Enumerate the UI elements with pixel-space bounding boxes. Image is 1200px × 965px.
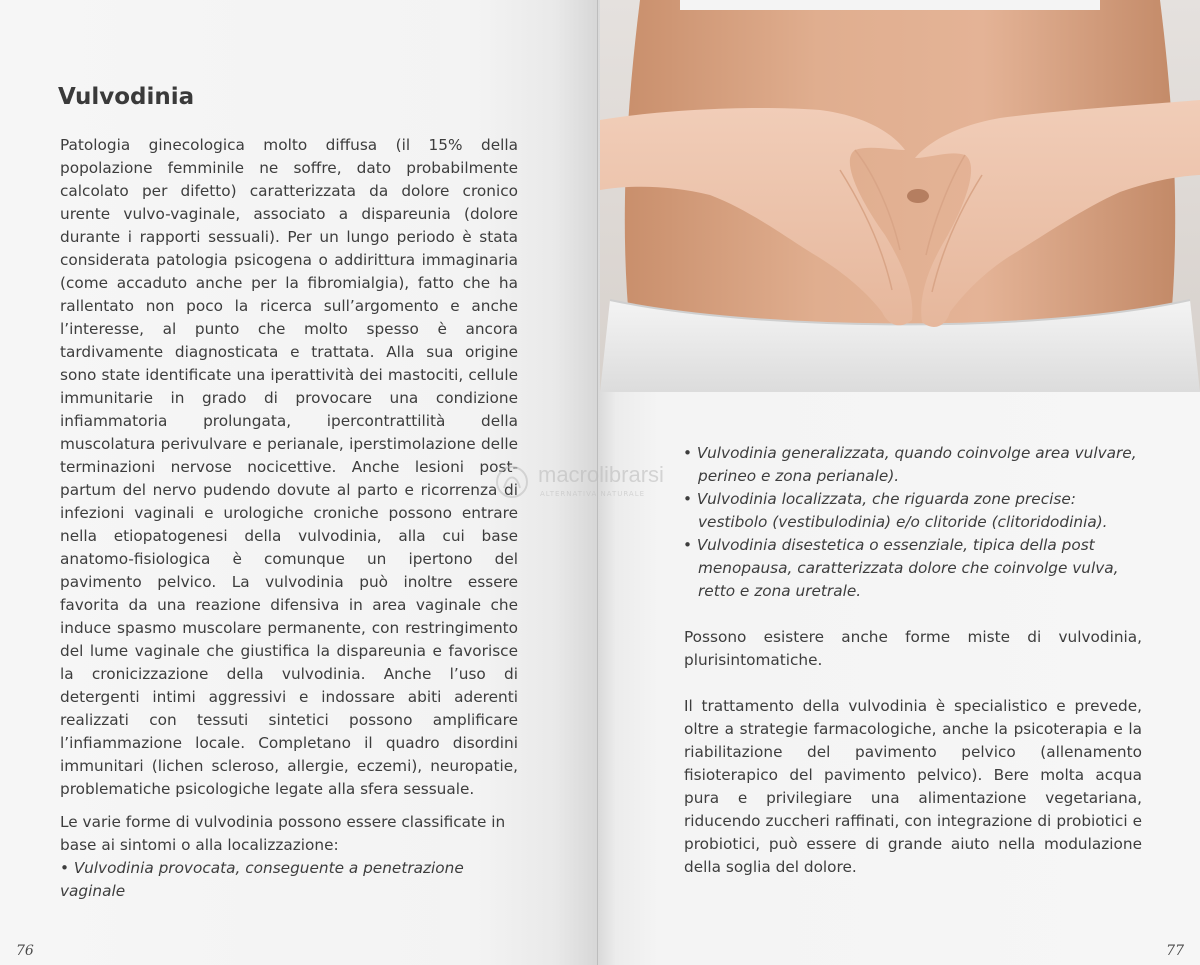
right-paragraph-2: Il trattamento della vulvodinia è specialistico e prevede, oltre a strategie farmacologiche, anche la psicoterapia e la riabilitazione del pavimento pelvico (allenamento fisioterapico del pavimento pelvico). Bere molta acqua pura e privilegiare una alimentazione vegetariana, riducendo zuccheri raffinati, con integrazione di probiotici e probiotici, può essere di grande aiuto nella modulazione della soglia del dolore. — [684, 697, 1142, 876]
right-paragraph-1: Possono esistere anche forme miste di vulvodinia, plurisintomatiche. — [684, 628, 1142, 669]
left-paragraph-2-text: Le varie forme di vulvodinia possono essere classificate in base ai sintomi o alla localizzazione: — [60, 813, 506, 854]
watermark-tagline: ALTERNATIVA NATURALE — [540, 490, 646, 498]
watermark-brand: macrolibrarsi — [538, 462, 664, 487]
page-title: Vulvodinia — [58, 84, 195, 110]
navel-shape — [907, 189, 929, 203]
page-number-right: 77 — [1166, 943, 1184, 959]
page-number-left: 76 — [16, 943, 34, 959]
list-item-provocata: • Vulvodinia provocata, conseguente a penetrazione vaginale — [60, 859, 464, 900]
left-paragraph-1-text: Patologia ginecologica molto diffusa (il 15% della popolazione femminile ne soffre, dato probabilmente calcolato per difetto) caratterizzata da dolore cronico urente vulvo-vaginale, associato a dispareunia (dolore durante i rapporti sessuali). Per un lungo periodo è stata considerata patologia psicogena o addirittura immaginaria (come accaduto anche per la fibromialgia), fatto che ha rallentato non poco la ricerca sull’argomento e anche l’interesse, al punto che molto spesso è ancora tardivamente diagnosticata e trattata. Alla sua origine sono state identificate una iperattività dei mastociti, cellule immunitarie in grado di provocare una condizione infiammatoria prolungata, ipercontrattilità della muscolatura perivulvare e perianale, iperstimolazione delle terminazioni nervose nocicettive. Anche lesioni post-partum del nervo pudendo dovute al parto e ricorrenza di infezioni vaginali e urologiche croniche possono entrare nella etiopatogenesi della vulvodinia, alla cui base anatomo-fisiologica è comunque un ipertono del pavimento pelvico. La vulvodinia può inoltre essere favorita da una reazione difensiva in area vaginale che induce spasmo muscolare permanente, con restringimento del lume vaginale che giustifica la dispareunia e favorisce la cronicizzazione della vulvodinia. Anche l’uso di detergenti intimi aggressivi e indossare abiti aderenti realizzati con tessuti sintetici possono amplificare l’infiammazione locale. Completano il quadro disordini immunitari (lichen scleroso, allergie, eczemi), neuropatie, problematiche psicologiche legate alla sfera sessuale. — [60, 136, 518, 798]
hands-heart-belly-photo — [600, 0, 1200, 392]
list-item-localizzata: • Vulvodinia localizzata, che riguarda zone precise: vestibolo (vestibulodinia) e/o clitoride (clitoridodinia). — [683, 490, 1108, 531]
list-item-generalizzata: • Vulvodinia generalizzata, quando coinvolge area vulvare, perineo e zona perianale). — [683, 444, 1137, 485]
left-paragraph-1 — [60, 134, 518, 801]
watermark — [494, 462, 724, 504]
watermark-logo-icon — [494, 464, 530, 500]
list-item-disestetica: • Vulvodinia disestetica o essenziale, tipica della post menopausa, caratterizzata dolore che coinvolge vulva, retto e zona uretrale. — [683, 536, 1119, 600]
left-paragraph-2 — [60, 811, 518, 903]
vulvodinia-forms-list — [683, 442, 1143, 603]
